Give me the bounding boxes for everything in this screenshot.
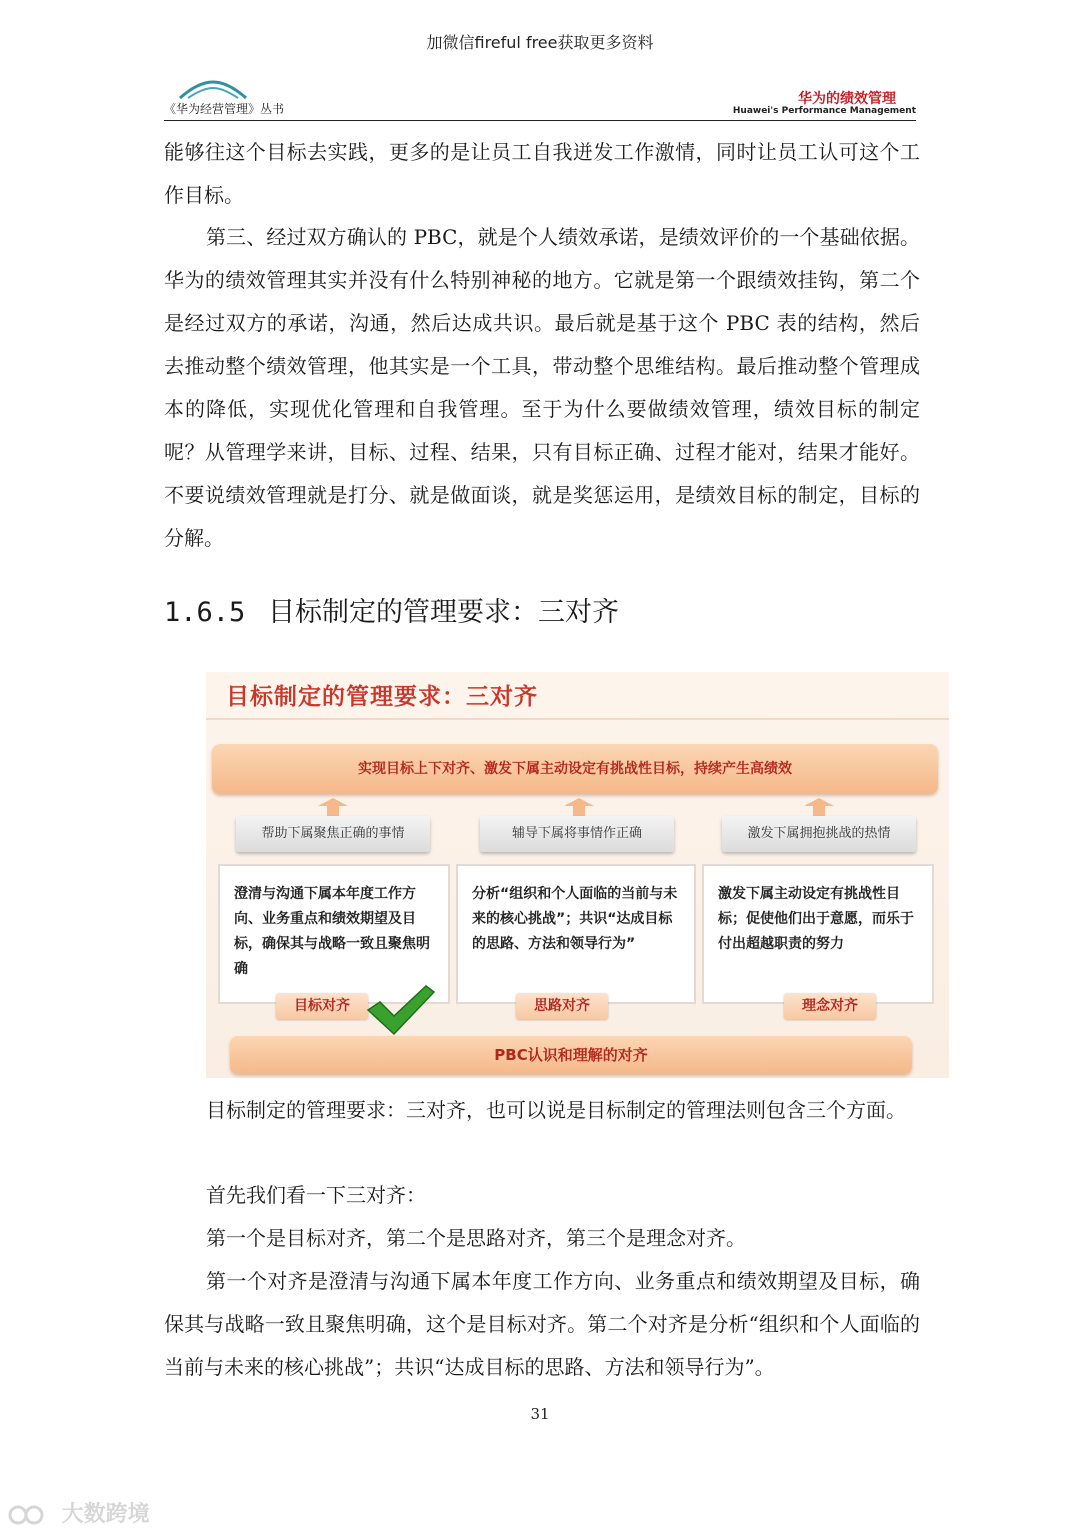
- section-title-text: 目标制定的管理要求：三对齐: [268, 597, 619, 628]
- header-rule: [164, 120, 916, 121]
- figure-title: 目标制定的管理要求：三对齐: [226, 684, 538, 710]
- paragraph-4: 首先我们看一下三对齐：: [206, 1183, 426, 1207]
- paragraph-6: 第一个对齐是澄清与沟通下属本年度工作方向、业务重点和绩效期望及目标，确保其与战略一致且聚焦明确，这个是目标对齐。第二个对齐是分析“组织和个人面临的当前与未来的核心挑战”；共识“达成目标的思路、方法和领导行为”。: [164, 1269, 920, 1379]
- label-thinking-alignment: 思路对齐: [516, 993, 608, 1019]
- three-alignment-figure: [206, 672, 949, 1078]
- alignment-card-3: 激发下属主动设定有挑战性目标；促使他们出于意愿，而乐于付出超越职责的努力: [702, 864, 934, 1004]
- sub-goal-box-3: 激发下属拥抱挑战的热情: [722, 816, 916, 852]
- up-arrow-icon: [804, 798, 834, 816]
- paragraph-5: 第一个是目标对齐，第二个是思路对齐，第三个是理念对齐。: [206, 1226, 746, 1250]
- paragraph-3: 目标制定的管理要求：三对齐，也可以说是目标制定的管理法则包含三个方面。: [206, 1098, 906, 1122]
- checkmark-icon: [366, 984, 436, 1036]
- paragraph-2: 第三、经过双方确认的 PBC，就是个人绩效承诺，是绩效评价的一个基础依据。华为的绩效管理其实并没有什么特别神秘的地方。它就是第一个跟绩效挂钩，第二个是经过双方的承诺，沟通，然后达成共识。最后就是基于这个 PBC 表的结构，然后去推动整个绩效管理，他其实是一个工具，带动整个思维结构。最后推动整个管理成本的降低，实现优化管理和自我管理。至于为什么要做绩效管理，绩效目标的制定呢？从管理学来讲，目标、过程、结果，只有目标正确、过程才能对，结果才能好。不要说绩效管理就是打分、就是做面谈，就是奖惩运用，是绩效目标的制定，目标的分解。: [164, 225, 920, 550]
- page-number: 31: [530, 1405, 550, 1423]
- label-concept-alignment: 理念对齐: [784, 993, 876, 1019]
- label-goal-alignment: 目标对齐: [276, 993, 368, 1019]
- page-header: [164, 78, 916, 122]
- watermark: [8, 1497, 150, 1528]
- figure-title-divider: [206, 718, 949, 720]
- bottom-banner: PBC认识和理解的对齐: [230, 1036, 912, 1074]
- top-banner: 实现目标上下对齐、激发下属主动设定有挑战性目标，持续产生高绩效: [212, 744, 938, 794]
- book-title-en: Huawei's Performance Management: [732, 106, 916, 116]
- series-title: 《华为经营管理》丛书: [164, 102, 285, 116]
- alignment-card-2: 分析“组织和个人面临的当前与未来的核心挑战”；共识“达成目标的思路、方法和领导行为”: [456, 864, 696, 1004]
- sub-goal-box-1: 帮助下属聚焦正确的事情: [236, 816, 430, 852]
- section-number: 1.6.5: [164, 597, 246, 628]
- watermark-logo-icon: [8, 1502, 54, 1528]
- book-title: 华为的绩效管理: [798, 91, 896, 107]
- top-note: 加微信fireful free获取更多资料: [426, 33, 654, 52]
- alignment-card-1: 澄清与沟通下属本年度工作方向、业务重点和绩效期望及目标，确保其与战略一致且聚焦明确: [218, 864, 450, 1004]
- sub-goal-box-2: 辅导下属将事情作正确: [480, 816, 674, 852]
- up-arrow-icon: [318, 798, 348, 816]
- paragraph-1: 能够往这个目标去实践，更多的是让员工自我迸发工作激情，同时让员工认可这个工作目标。: [164, 140, 920, 207]
- up-arrow-icon: [564, 798, 594, 816]
- watermark-text: 大数跨境: [61, 1502, 150, 1527]
- mountain-logo-icon: [178, 78, 248, 100]
- section-heading: [164, 590, 619, 629]
